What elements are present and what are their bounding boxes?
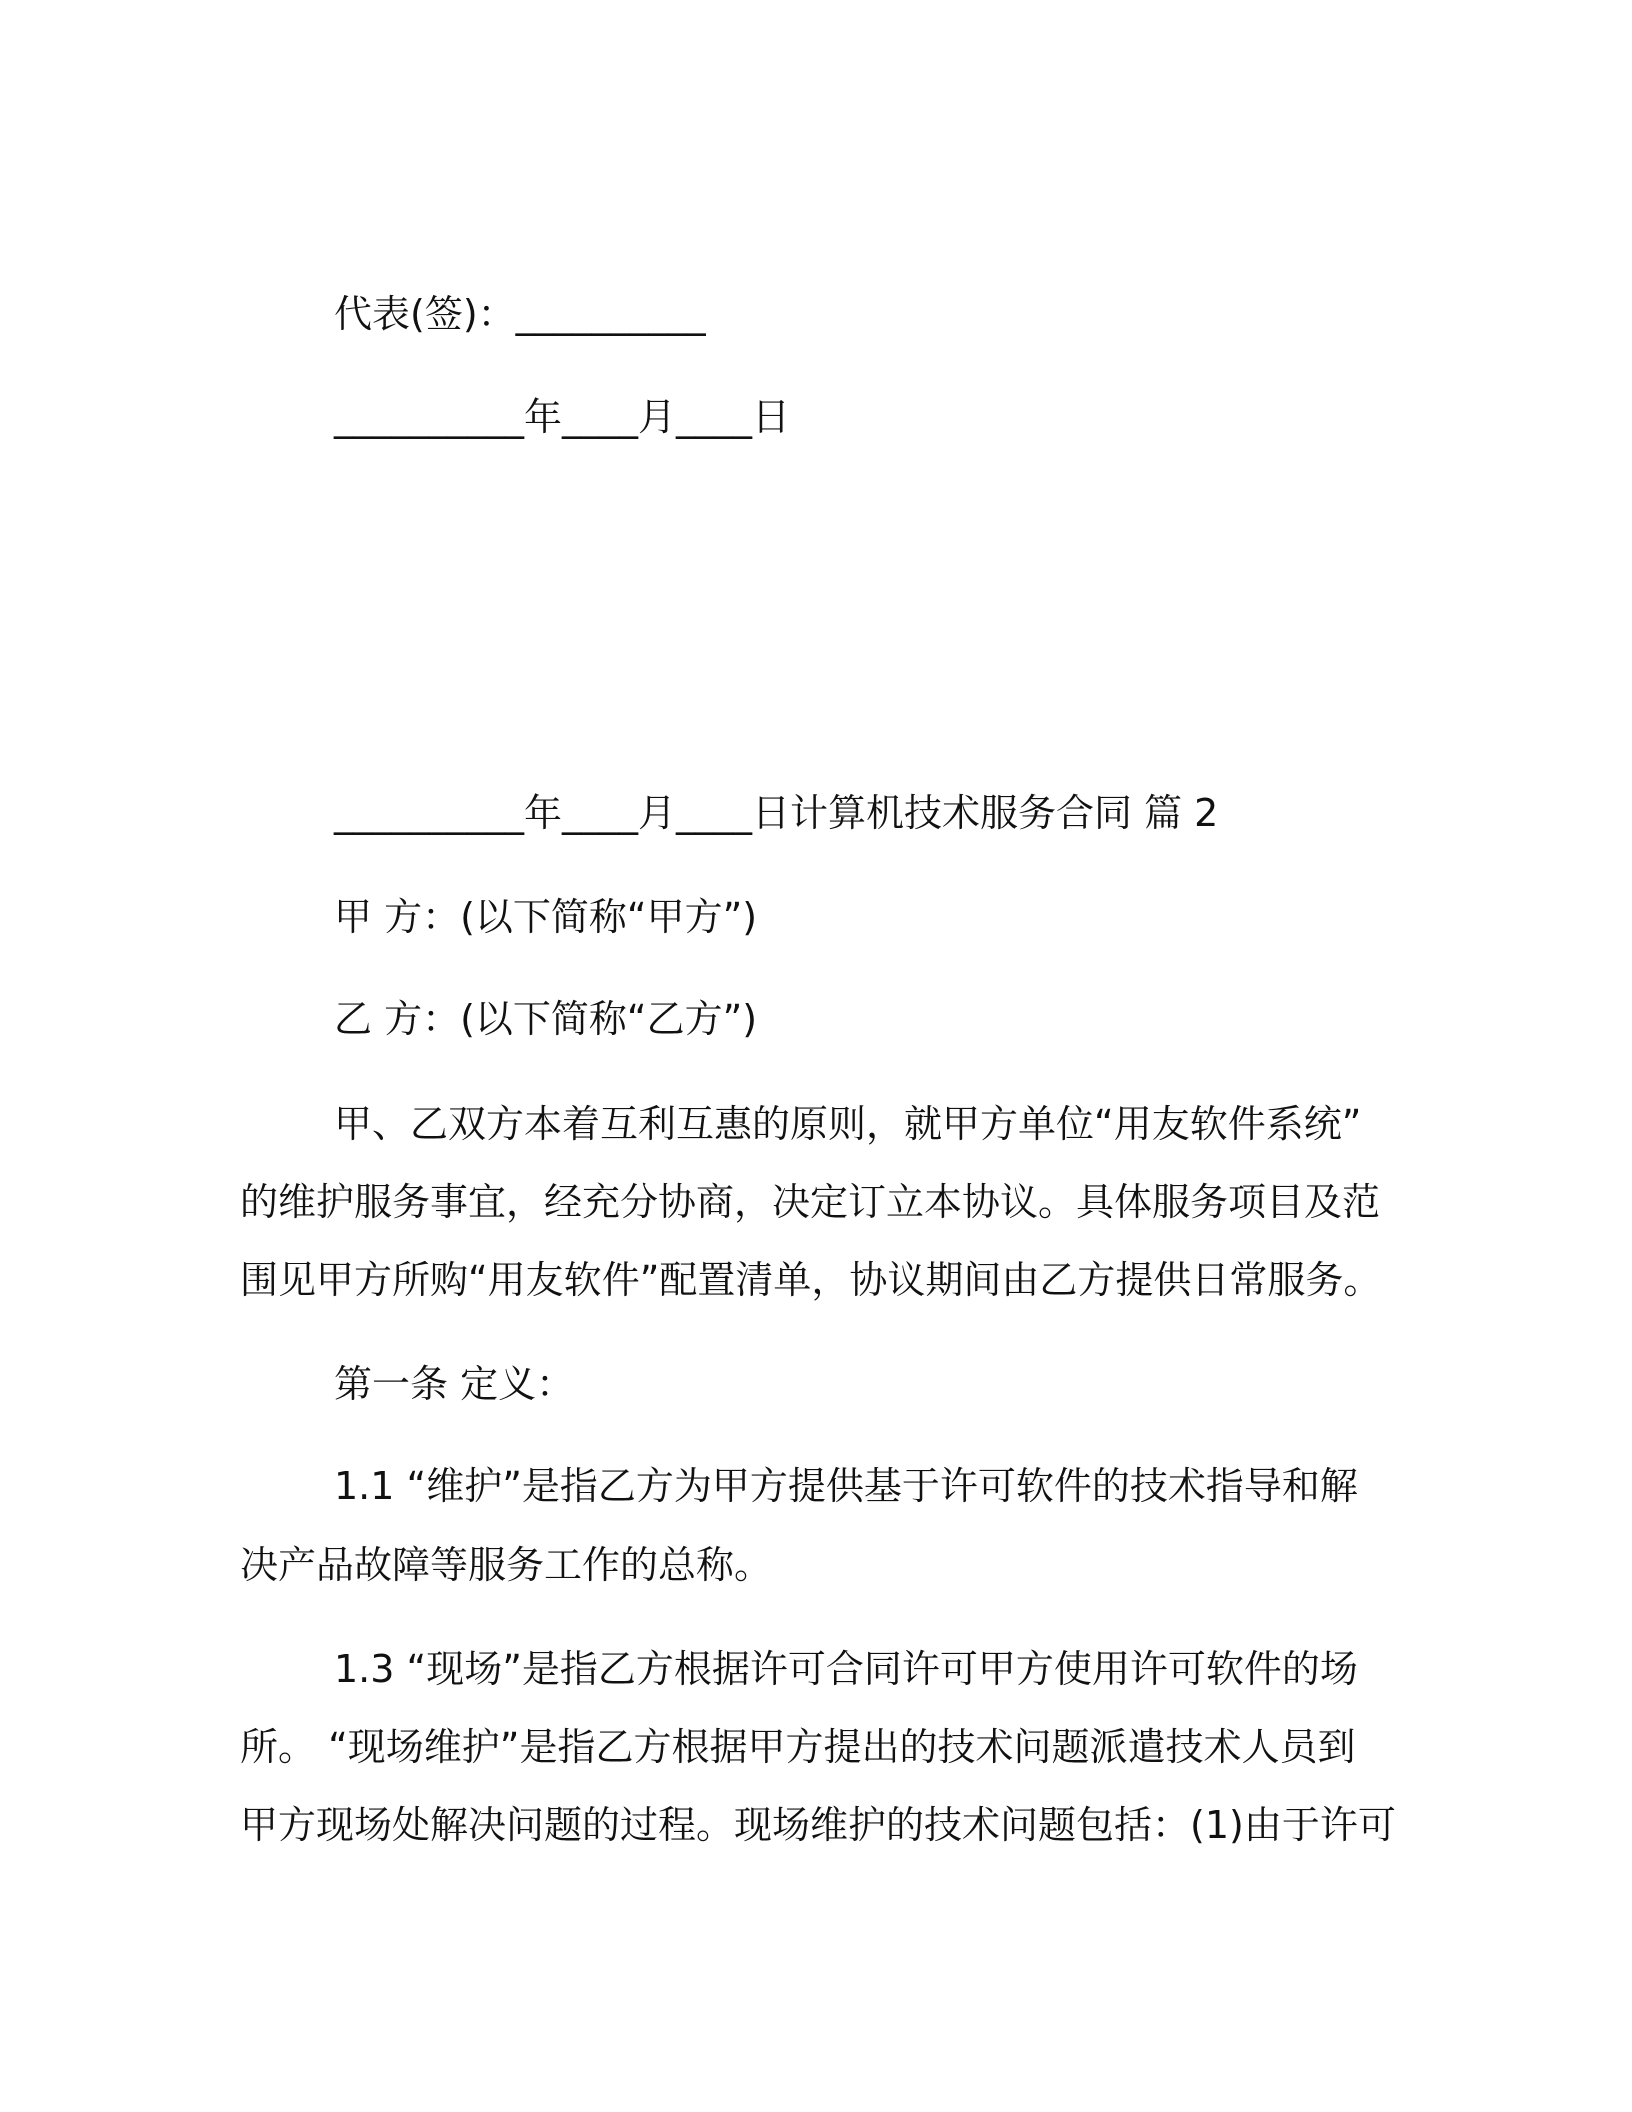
party-a-line: 甲 方：(以下简称“甲方”) [334, 895, 758, 939]
representative-signature-line: 代表(签)：__________ [334, 292, 706, 336]
paragraph-line: 甲方现场处解决问题的过程。现场维护的技术问题包括：(1)由于许可 [240, 1803, 1396, 1847]
signature-date-line: __________年____月____日 [334, 395, 791, 439]
paragraph-line: 1.1 “维护”是指乙方为甲方提供基于许可软件的技术指导和解 [334, 1464, 1358, 1508]
paragraph-line: 决产品故障等服务工作的总称。 [240, 1543, 773, 1587]
paragraph-line: 的维护服务事宜，经充分协商，决定订立本协议。具体服务项目及范 [240, 1180, 1381, 1224]
paragraph-line: 甲、乙双方本着互利互惠的原则，就甲方单位“用友软件系统” [334, 1102, 1362, 1146]
party-b-line: 乙 方：(以下简称“乙方”) [334, 997, 758, 1041]
paragraph-line: 所。 “现场维护”是指乙方根据甲方提出的技术问题派遣技术人员到 [240, 1725, 1356, 1769]
contract-title: __________年____月____日计算机技术服务合同 篇 2 [334, 791, 1219, 835]
article-one-heading: 第一条 定义： [334, 1362, 575, 1406]
paragraph-line: 1.3 “现场”是指乙方根据许可合同许可甲方使用许可软件的场 [334, 1647, 1358, 1691]
paragraph-line: 围见甲方所购“用友软件”配置清单，协议期间由乙方提供日常服务。 [240, 1258, 1382, 1302]
